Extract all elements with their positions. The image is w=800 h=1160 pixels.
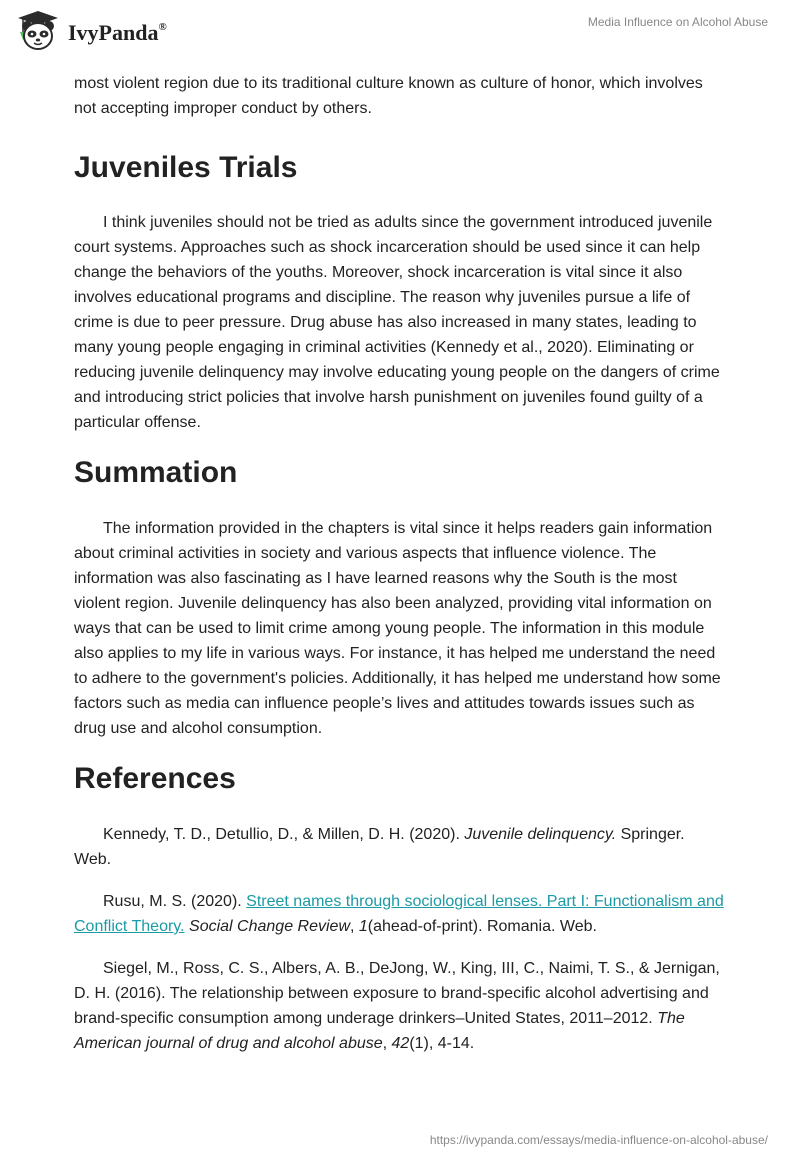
essay-content <box>74 71 726 1073</box>
registered-mark: ® <box>158 20 167 33</box>
running-title: Media Influence on Alcohol Abuse <box>587 15 768 29</box>
juveniles-paragraph: I think juveniles should not be tried as adults since the government introduced juvenile court systems. Approaches such as shock incarceration should be used since it can help change the behaviors of the youths. Moreover, shock incarceration is vital since it also involves educational programs and discipline. The reason why juveniles pursue a life of crime is due to peer pressure. Drug abuse has also increased in many states, leading to many young people engaging in criminal activities (Kennedy et al., 2020). Eliminating or reducing juvenile delinquency may involve educating young people on the dangers of crime and introducing strict policies that involve harsh punishment on juveniles found guilty of a particular offense. <box>74 214 720 431</box>
panda-mascot-icon <box>14 10 62 52</box>
brand-name: IvyPanda® <box>68 20 167 45</box>
reference-item <box>74 822 726 872</box>
reference-item: Siegel, M., Ross, C. S., Albers, A. B., DeJong, W., King, III, C., Naimi, T. S., & Jernigan, D. H. (2016). The relationship between exposure to brand-specific alcohol advertising and brand-specific consumption among underage drinkers–United States, 2011–2012. The American journal of drug and alcohol abuse, 42(1), 4-14. <box>74 960 720 1052</box>
footer-url[interactable]: https://ivypanda.com/essays/media-influence-on-alcohol-abuse/ <box>429 1133 768 1147</box>
reference-volume: 42 <box>391 1035 410 1052</box>
reference-item: Rusu, M. S. (2020). Street names through sociological lenses. Part I: Functionalism and Conflict Theory. Social Change Review, 1(ahead-of-print). Romania. Web. <box>74 893 724 935</box>
reference-title: Juvenile delinquency. <box>464 826 617 843</box>
reference-details: (1), 4-14. <box>409 1035 475 1052</box>
reference-authors: Kennedy, T. D., Detullio, D., & Millen, D. H. (2020). <box>103 826 465 843</box>
references-list <box>74 822 726 1056</box>
reference-journal: The American journal of drug and alcohol abuse <box>74 1010 685 1052</box>
summation-paragraph: The information provided in the chapters is vital since it helps readers gain information about criminal activities in society and various aspects that influence violence. The information was also fascinating as I have learned reasons why the South is the most violent region. Juvenile delinquency has also been analyzed, providing vital information on ways that can be used to limit crime among young people. The information in this module also applies to my life in various ways. For instance, it has helped me understand the need to adhere to the government's policies. Additionally, it has helped me understand how some factors such as media can influence people’s lives and attitudes towards issues such as drug use and alcohol consumption. <box>74 520 721 737</box>
reference-authors: Rusu, M. S. (2020). <box>103 893 247 910</box>
reference-publisher: Springer. Web. <box>74 826 685 868</box>
reference-link[interactable]: Street names through sociological lenses. Part I: Functionalism and Conflict Theory. <box>74 893 724 935</box>
reference-authors: Siegel, M., Ross, C. S., Albers, A. B., DeJong, W., King, III, C., Naimi, T. S., & Jernigan, D. H. (2016). The relationship between exposure to brand-specific alcohol advertising and brand-specific consumption among underage drinkers–United States, 2011–2012. <box>74 960 720 1027</box>
references-heading: References <box>74 762 236 795</box>
reference-details: (ahead-of-print). Romania. Web. <box>367 918 597 935</box>
reference-journal: Social Change Review <box>189 918 350 935</box>
ivypanda-logo[interactable] <box>14 10 167 52</box>
intro-paragraph: most violent region due to its traditional culture known as culture of honor, which involves not accepting improper conduct by others. <box>74 75 703 117</box>
juveniles-heading: Juveniles Trials <box>74 151 298 184</box>
page-header <box>0 0 800 70</box>
summation-heading: Summation <box>74 456 238 489</box>
reference-volume: 1 <box>358 918 368 935</box>
